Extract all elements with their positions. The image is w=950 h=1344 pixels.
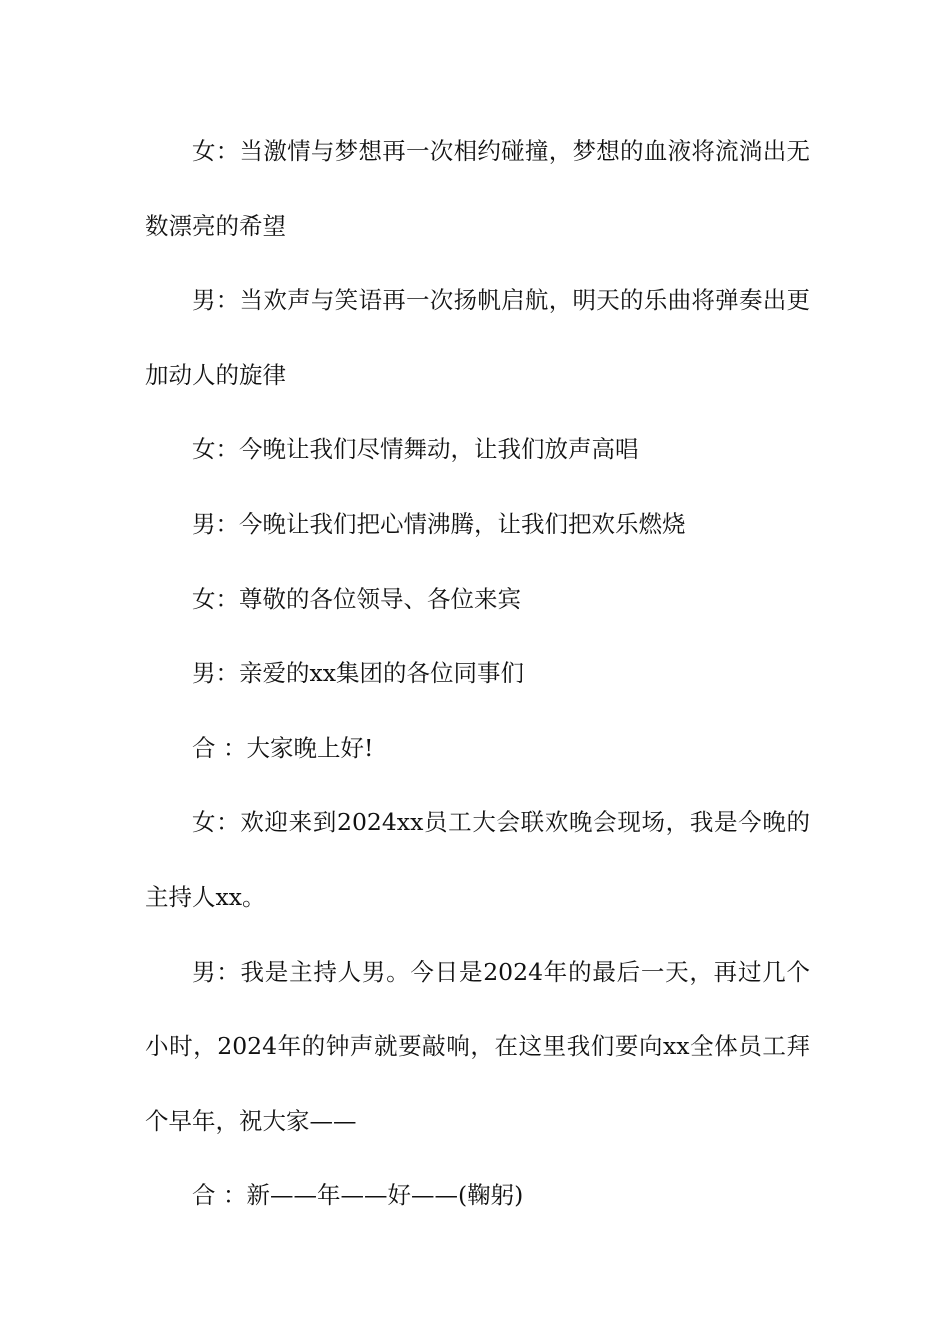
paragraph: 合 ：大家晚上好!: [192, 733, 374, 762]
paragraph: 女：今晚让我们尽情舞动，让我们放声高唱: [192, 435, 639, 464]
paragraph: 合 ：新——年——好——(鞠躬): [192, 1181, 524, 1210]
paragraph: 女：当激情与梦想再一次相约碰撞，梦想的血液将流淌出无数漂亮的希望: [145, 137, 810, 240]
paragraph: 男：我是主持人男。今日是2024年的最后一天，再过几个小时，2024年的钟声就要敲响，在这里我们要向xx全体员工拜个早年，祝大家——: [145, 957, 810, 1135]
paragraph: 男：亲爱的xx集团的各位同事们: [192, 659, 525, 688]
paragraph: 女：尊敬的各位领导、各位来宾: [192, 584, 521, 613]
paragraph: 男：今晚让我们把心情沸腾，让我们把欢乐燃烧: [192, 509, 686, 538]
paragraph: 男：当欢声与笑语再一次扬帆启航，明天的乐曲将弹奏出更加动人的旋律: [145, 286, 810, 389]
paragraph: 女：欢迎来到2024xx员工大会联欢晚会现场，我是今晚的主持人xx。: [145, 808, 810, 911]
document-body: [145, 114, 810, 1233]
